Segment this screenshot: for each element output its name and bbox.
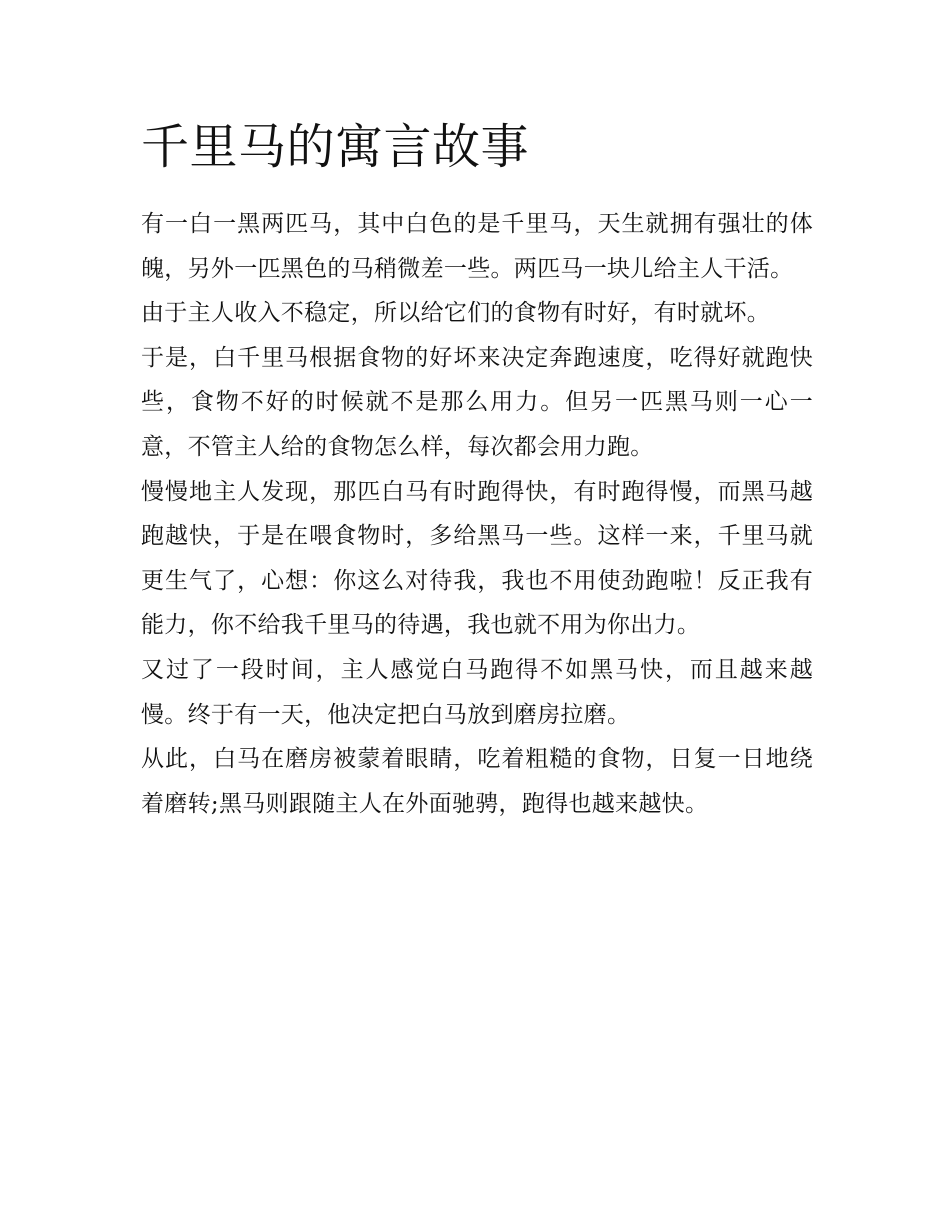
document-page	[141, 112, 813, 826]
paragraph-2: 由于主人收入不稳定，所以给它们的食物有时好，有时就坏。	[141, 300, 771, 327]
paragraph-4: 慢慢地主人发现，那匹白马有时跑得快，有时跑得慢，而黑马越跑越快，于是在喂食物时，多给黑马一些。这样一来，千里马就更生气了，心想：你这么对待我，我也不用使劲跑啦！反正我有能力，你不给我千里马的待遇，我也就不用为你出力。	[141, 478, 813, 639]
document-title: 千里马的寓言故事	[141, 119, 530, 175]
paragraph-6: 从此，白马在磨房被蒙着眼睛，吃着粗糙的食物，日复一日地绕着磨转;黑马则跟随主人在外面驰骋，跑得也越来越快。	[141, 746, 813, 817]
paragraph-3: 于是，白千里马根据食物的好坏来决定奔跑速度，吃得好就跑快些，食物不好的时候就不是那么用力。但另一匹黑马则一心一意，不管主人给的食物怎么样，每次都会用力跑。	[141, 344, 813, 460]
paragraph-5: 又过了一段时间，主人感觉白马跑得不如黑马快，而且越来越慢。终于有一天，他决定把白马放到磨房拉磨。	[141, 656, 813, 728]
paragraph-1: 有一白一黑两匹马，其中白色的是千里马，天生就拥有强壮的体魄，另外一匹黑色的马稍微差一些。两匹马一块儿给主人干活。	[141, 211, 813, 282]
document-body	[141, 202, 813, 826]
